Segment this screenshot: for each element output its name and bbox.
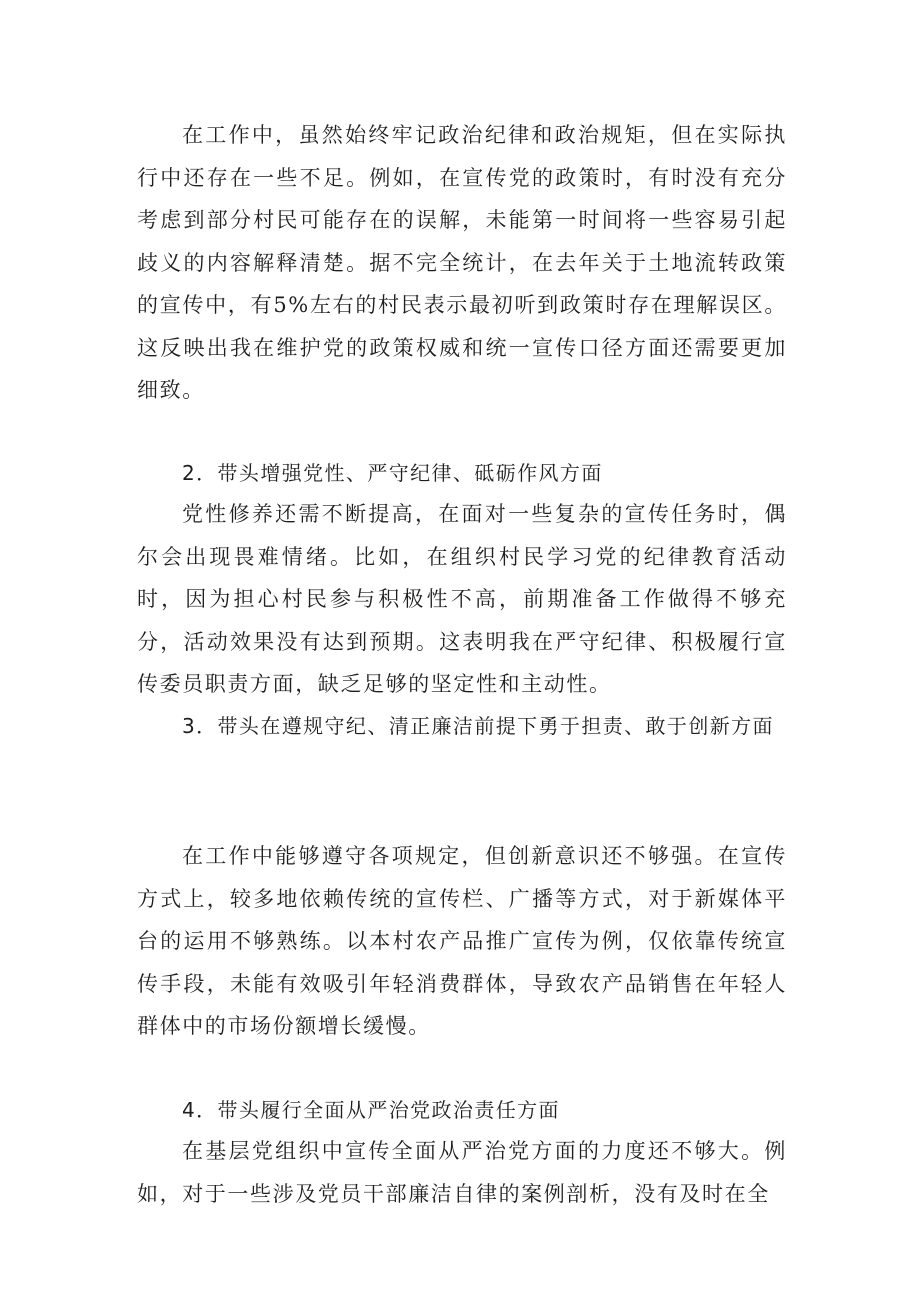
paragraph-party-spirit — [137, 493, 787, 706]
paragraph-policy-awareness — [137, 114, 787, 412]
section-heading-2 — [137, 452, 787, 495]
body-paragraph: 在工作中，虽然始终牢记政治纪律和政治规矩，但在实际执行中还存在一些不足。例如，在宣传党的政策时，有时没有充分考虑到部分村民可能存在的误解，未能第一时间将一些容易引起歧义的内容解释清楚。据不完全统计，在去年关于土地流转政策的宣传中，有5%左右的村民表示最初听到政策时存在理解误区。这反映出我在维护党的政策权威和统一宣传口径方面还需要更加细致。 — [137, 123, 787, 402]
paragraph-strict-governance — [137, 1130, 787, 1215]
section-heading: 2．带头增强党性、严守纪律、砥砺作风方面 — [182, 461, 603, 485]
body-paragraph: 党性修养还需不断提高，在面对一些复杂的宣传任务时，偶尔会出现畏难情绪。比如，在组织村民学习党的纪律教育活动时，因为担心村民参与积极性不高，前期准备工作做得不够充分，活动效果没有达到预期。这表明我在严守纪律、积极履行宣传委员职责方面，缺乏足够的坚定性和主动性。 — [137, 502, 787, 696]
paragraph-innovation — [137, 835, 787, 1048]
section-heading-4 — [137, 1089, 787, 1132]
section-heading: 3．带头在遵规守纪、清正廉洁前提下勇于担责、敢于创新方面 — [182, 714, 774, 738]
body-paragraph: 在基层党组织中宣传全面从严治党方面的力度还不够大。例如，对于一些涉及党员干部廉洁自律的案例剖析，没有及时在全 — [137, 1139, 787, 1206]
section-heading-3 — [137, 705, 787, 748]
section-heading: 4．带头履行全面从严治党政治责任方面 — [182, 1098, 560, 1122]
body-paragraph: 在工作中能够遵守各项规定，但创新意识还不够强。在宣传方式上，较多地依赖传统的宣传栏、广播等方式，对于新媒体平台的运用不够熟练。以本村农产品推广宣传为例，仅依靠传统宣传手段，未能有效吸引年轻消费群体，导致农产品销售在年轻人群体中的市场份额增长缓慢。 — [137, 844, 787, 1038]
